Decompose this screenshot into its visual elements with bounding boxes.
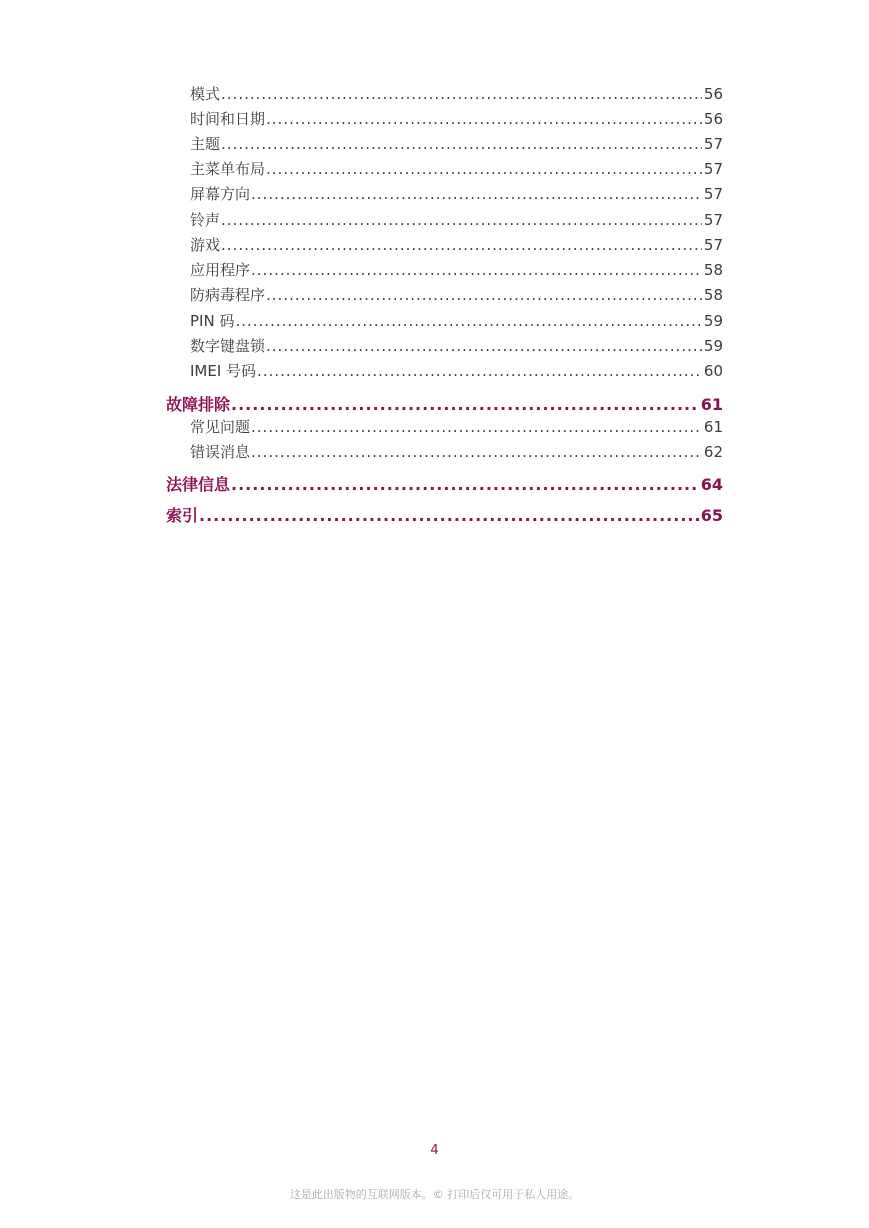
toc-dot-leader <box>266 160 702 178</box>
toc-dot-leader <box>266 110 702 128</box>
toc-page-number: 56 <box>703 85 723 103</box>
toc-page-number: 61 <box>703 418 723 436</box>
page-number: 4 <box>430 1143 439 1158</box>
toc-dot-leader <box>266 286 702 304</box>
toc-dot-leader <box>266 337 702 355</box>
toc-entry-keypad-lock[interactable] <box>190 335 723 356</box>
toc-page-number: 60 <box>703 362 723 380</box>
toc-page-number: 59 <box>703 312 723 330</box>
toc-entry-title: 模式 <box>190 85 221 103</box>
toc-page-number: 57 <box>703 211 723 229</box>
toc-page-number: 57 <box>703 135 723 153</box>
toc-entry-title: 错误消息 <box>190 443 251 461</box>
toc-dot-leader <box>251 418 702 436</box>
toc-page-number: 57 <box>703 160 723 178</box>
toc-page-number: 57 <box>703 236 723 254</box>
toc-dot-leader <box>221 211 702 229</box>
toc-page-number: 62 <box>703 443 723 461</box>
toc-chapter-title: 故障排除 <box>166 395 231 414</box>
toc-dot-leader <box>231 475 699 494</box>
toc-chapter-index[interactable] <box>166 503 723 526</box>
toc-entry-antivirus[interactable] <box>190 284 723 305</box>
toc-entry-title: 铃声 <box>190 211 221 229</box>
toc-entry-title: 常见问题 <box>190 418 251 436</box>
toc-entry-common-questions[interactable] <box>190 416 723 437</box>
toc-chapter-title: 法律信息 <box>166 475 231 494</box>
toc-dot-leader <box>251 185 702 203</box>
toc-entry-title: 数字键盘锁 <box>190 337 266 355</box>
toc-dot-leader <box>199 506 699 525</box>
toc-entry-title: PIN 码 <box>190 312 235 330</box>
toc-chapter-legal-information[interactable] <box>166 472 723 495</box>
toc-entry-imei-number[interactable] <box>190 360 723 381</box>
toc-entry-title: 主菜单布局 <box>190 160 266 178</box>
toc-dot-leader <box>257 362 702 380</box>
toc-entry-pin-code[interactable] <box>190 310 723 331</box>
toc-entry-games[interactable] <box>190 234 723 255</box>
toc-entry-title: IMEI 号码 <box>190 362 257 380</box>
toc-page-number: 56 <box>703 110 723 128</box>
toc-entry-title: 游戏 <box>190 236 221 254</box>
toc-page-number: 65 <box>700 506 723 525</box>
toc-entry-main-menu-layout[interactable] <box>190 158 723 179</box>
toc-dot-leader <box>251 261 702 279</box>
toc-dot-leader <box>221 236 702 254</box>
toc-entry-ringtones[interactable] <box>190 209 723 230</box>
toc-page-number: 58 <box>703 286 723 304</box>
toc-page-number: 64 <box>700 475 723 494</box>
toc-entry-screen-orientation[interactable] <box>190 183 723 204</box>
toc-page-number: 57 <box>703 185 723 203</box>
toc-entry-title: 防病毒程序 <box>190 286 266 304</box>
toc-entry-modes[interactable] <box>190 83 723 104</box>
toc-page-number: 61 <box>700 395 723 414</box>
toc-chapter-title: 索引 <box>166 506 199 525</box>
toc-entry-time-and-date[interactable] <box>190 108 723 129</box>
toc-entry-title: 屏幕方向 <box>190 185 251 203</box>
toc-entry-applications[interactable] <box>190 259 723 280</box>
toc-dot-leader <box>221 85 702 103</box>
toc-entry-title: 主题 <box>190 135 221 153</box>
toc-dot-leader <box>235 312 701 330</box>
toc-dot-leader <box>221 135 702 153</box>
toc-entry-title: 时间和日期 <box>190 110 266 128</box>
toc-dot-leader <box>251 443 702 461</box>
toc-entry-themes[interactable] <box>190 133 723 154</box>
toc-entry-error-messages[interactable] <box>190 441 723 462</box>
toc-chapter-troubleshooting[interactable] <box>166 392 723 415</box>
toc-entry-title: 应用程序 <box>190 261 251 279</box>
footer-copyright-note: 这是此出版物的互联网版本。© 打印后仅可用于私人用途。 <box>289 1188 580 1201</box>
toc-page-number: 58 <box>703 261 723 279</box>
toc-dot-leader <box>231 395 699 414</box>
toc-page-number: 59 <box>703 337 723 355</box>
